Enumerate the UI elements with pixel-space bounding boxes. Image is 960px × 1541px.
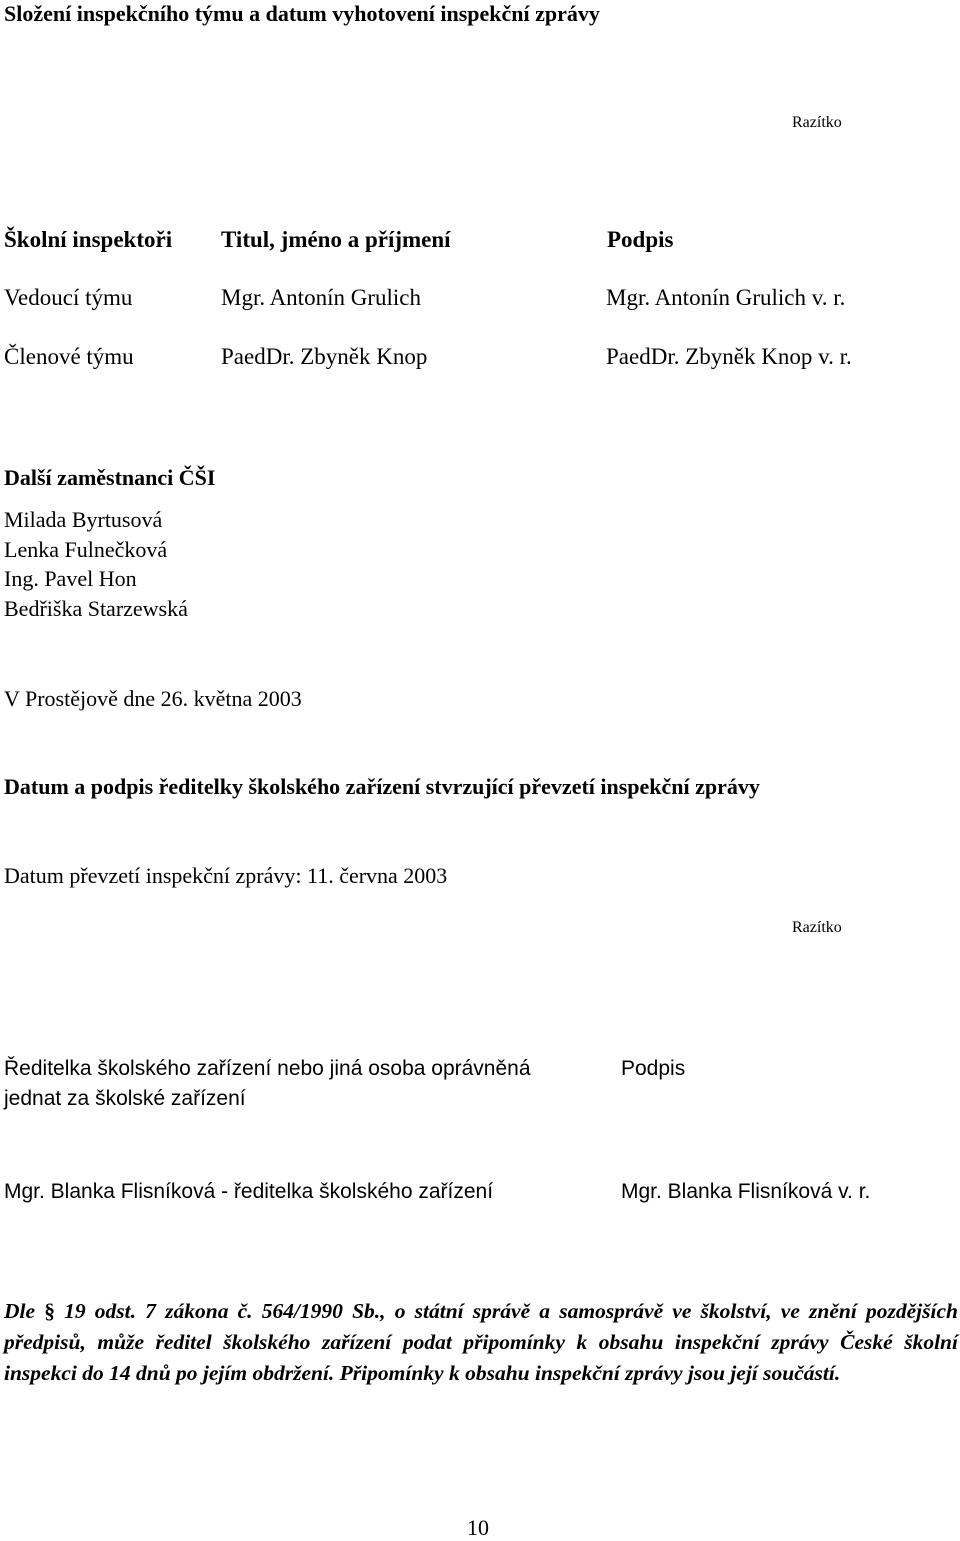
- row-signature: Mgr. Antonín Grulich v. r.: [606, 285, 846, 310]
- director-signature-header: Podpis: [621, 1057, 686, 1080]
- row-role: Vedoucí týmu: [4, 285, 133, 310]
- director-signature: Mgr. Blanka Flisníková v. r.: [621, 1180, 871, 1203]
- legal-note: [4, 1296, 958, 1389]
- place-date: V Prostějově dne 26. května 2003: [4, 686, 302, 711]
- staff-title: Další zaměstnanci ČŠI: [4, 465, 216, 490]
- list-item: Bedřiška Starzewská: [4, 596, 188, 621]
- stamp-label-top: Razítko: [792, 114, 842, 131]
- list-item: Lenka Fulnečková: [4, 537, 168, 562]
- director-name: Mgr. Blanka Flisníková - ředitelka školského zařízení: [4, 1180, 494, 1203]
- row-name: Mgr. Antonín Grulich: [221, 285, 421, 310]
- director-label-line2: jednat za školské zařízení: [4, 1087, 246, 1110]
- row-signature: PaedDr. Zbyněk Knop v. r.: [606, 344, 852, 369]
- director-label-line1: Ředitelka školského zařízení nebo jiná osoba oprávněná: [4, 1057, 531, 1080]
- page-heading: Složení inspekčního týmu a datum vyhotovení inspekční zprávy: [4, 1, 600, 26]
- list-item: Ing. Pavel Hon: [4, 566, 137, 591]
- legal-note-lead: Dle: [4, 1299, 45, 1323]
- header-role: Školní inspektoři: [4, 227, 173, 252]
- row-name: PaedDr. Zbyněk Knop: [221, 344, 428, 369]
- section-sign: §: [44, 1299, 55, 1323]
- receipt-date: Datum převzetí inspekční zprávy: 11. června 2003: [4, 863, 448, 888]
- header-signature: Podpis: [607, 227, 674, 252]
- list-item: Milada Byrtusová: [4, 507, 163, 532]
- row-role: Členové týmu: [4, 344, 134, 369]
- header-name: Titul, jméno a příjmení: [221, 227, 451, 252]
- page-number: 10: [467, 1515, 489, 1540]
- stamp-label-bottom: Razítko: [792, 919, 842, 936]
- legal-note-body: 19 odst. 7 zákona č. 564/1990 Sb., o státní správě a samosprávě ve školství, ve znění pozdějších předpisů, může ředitel školského zařízení podat připomínky k obsahu inspekční zprávy České školní inspekci do 14 dnů po jejím obdržení. Připomínky k obsahu inspekční zprávy jsou její součástí.: [4, 1299, 959, 1385]
- director-heading: Datum a podpis ředitelky školského zařízení stvrzující převzetí inspekční zprávy: [4, 774, 760, 799]
